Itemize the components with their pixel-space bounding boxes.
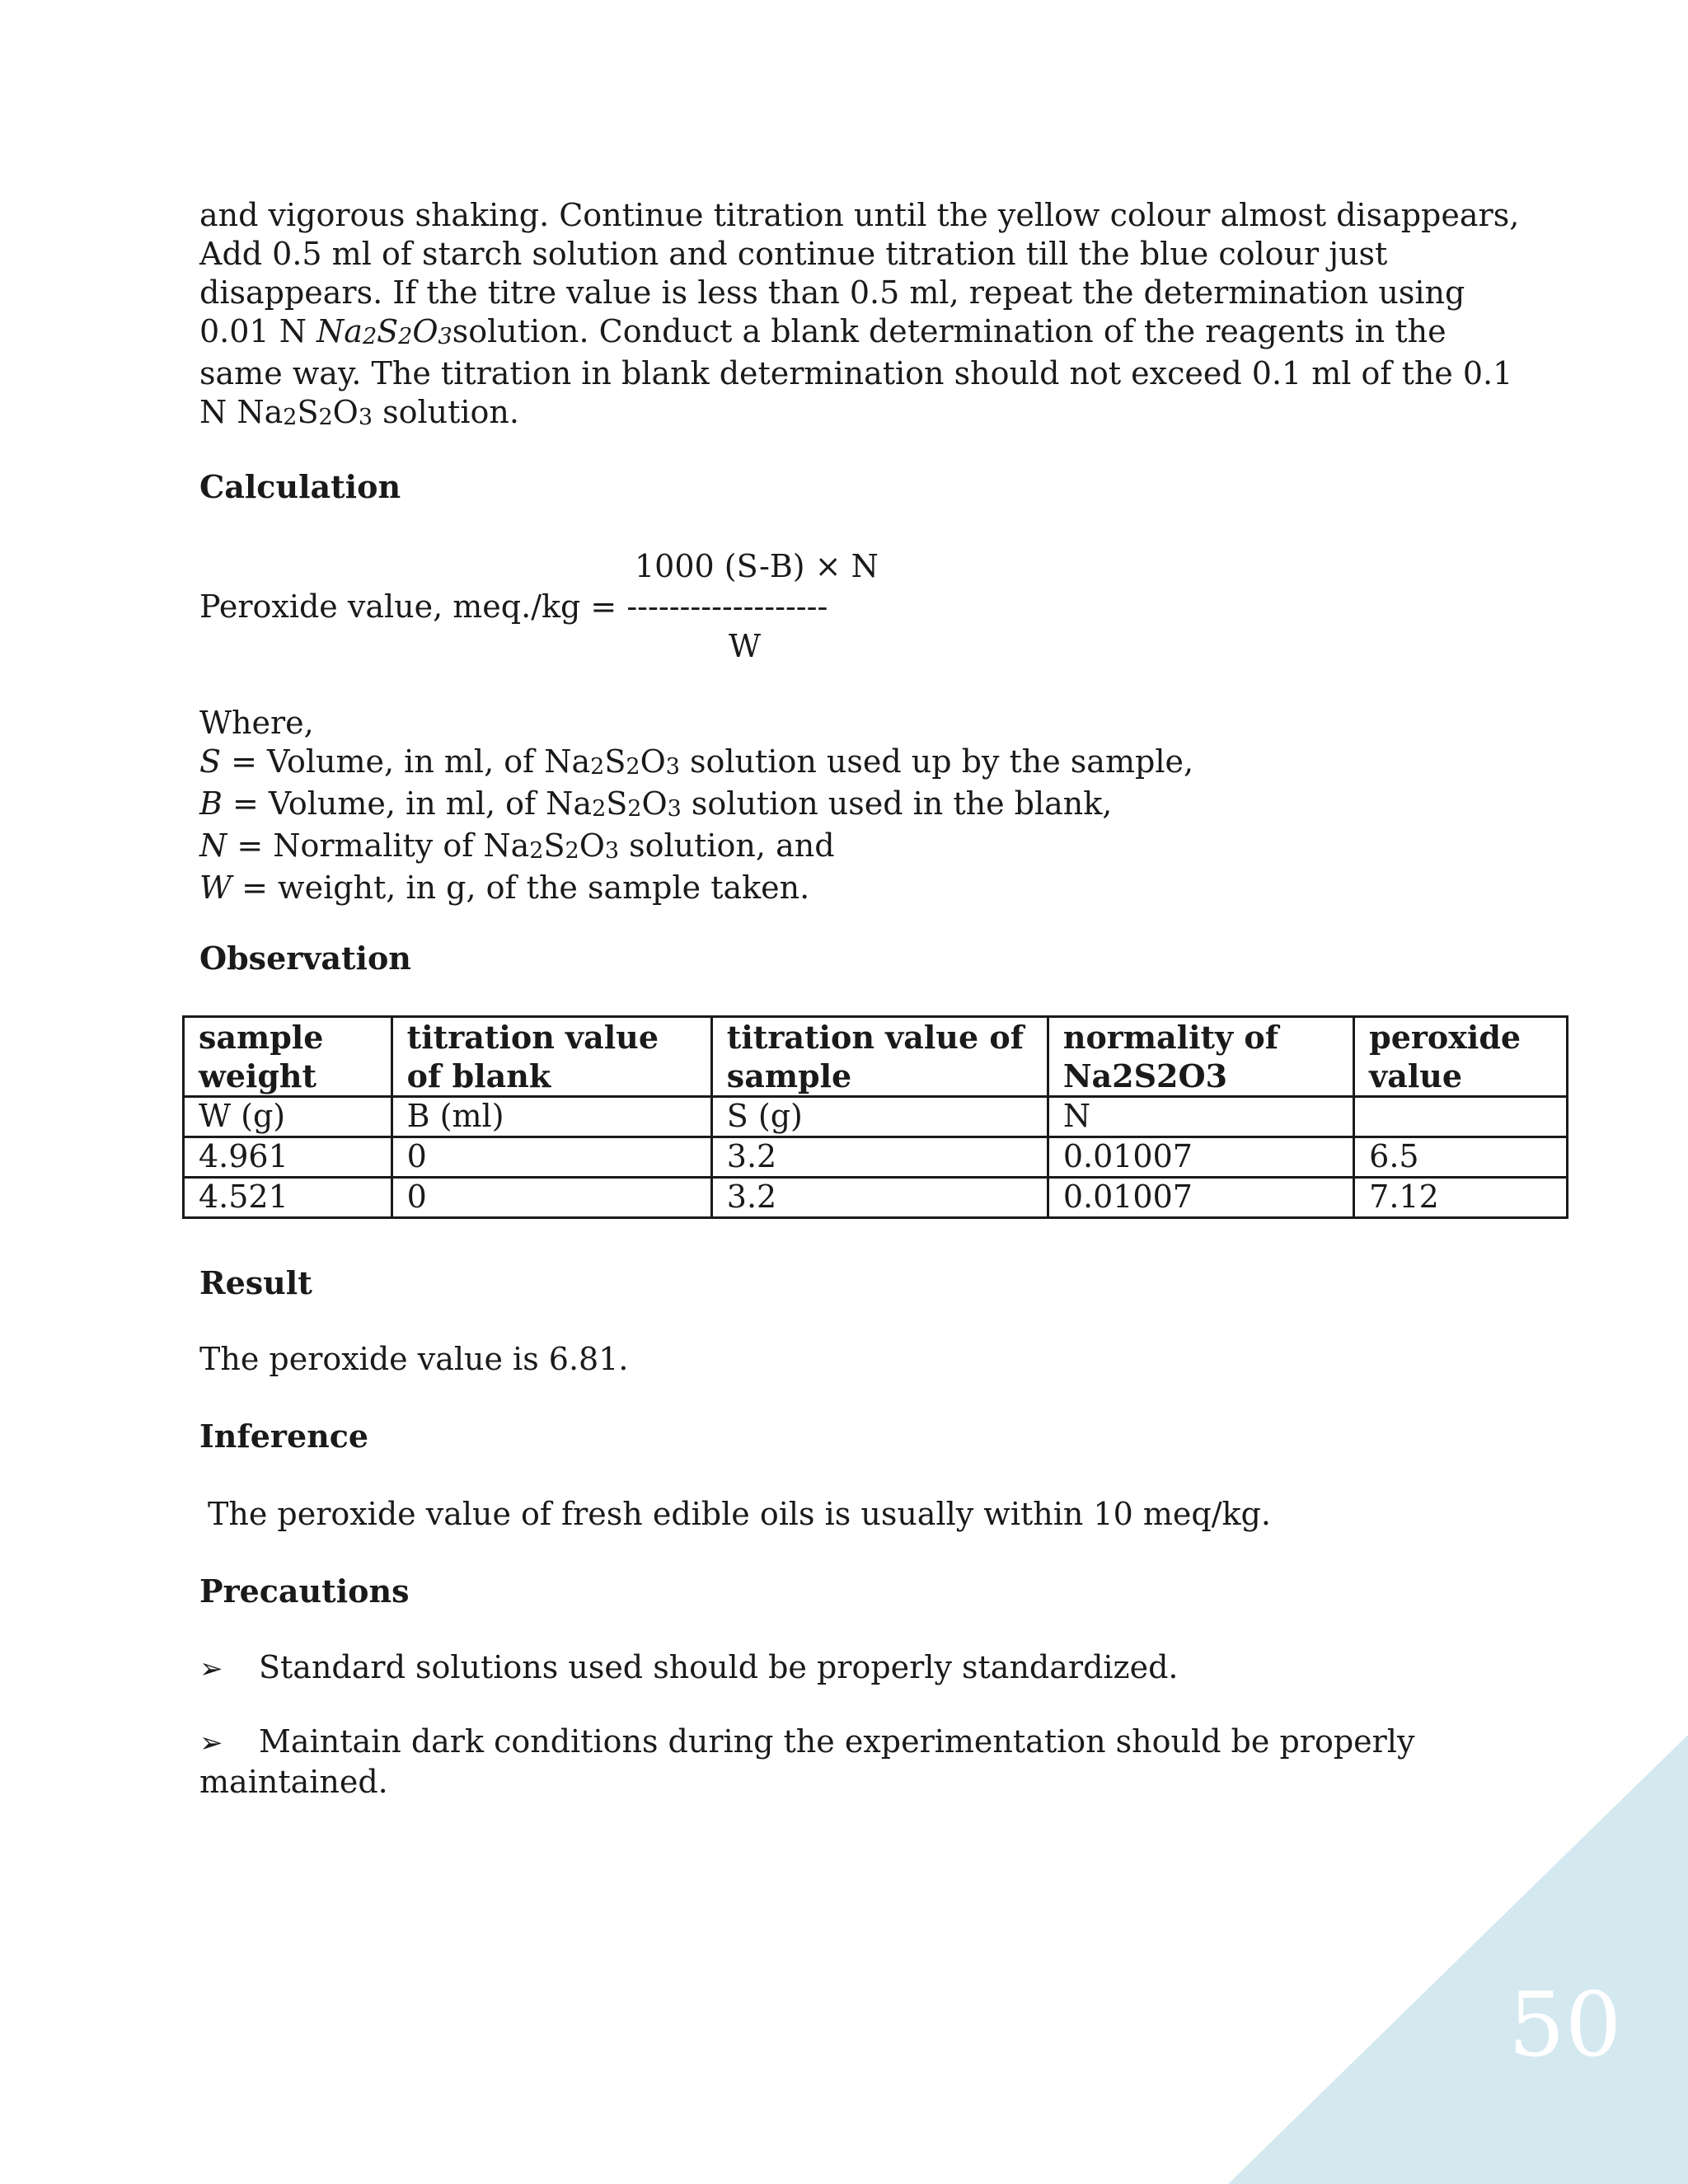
definition-n: N = Normality of $Na_2S_2O_3$ solution, and (199, 827, 835, 864)
formula-denominator: W (729, 628, 762, 664)
table-row (184, 1178, 1568, 1218)
header-line: normality of (1062, 1019, 1279, 1056)
intro-text: solution. (373, 394, 519, 430)
table-cell: 4.521 (184, 1178, 392, 1218)
definition-text: = Volume, in ml, of (221, 743, 545, 780)
variable-symbol: B (199, 785, 223, 822)
table-cell: 0.01007 (1048, 1137, 1353, 1178)
formula-label: Peroxide value, meq./kg = (199, 588, 627, 625)
table-cell: 6.5 (1354, 1137, 1568, 1178)
table-header-cell (1354, 1017, 1568, 1097)
precaution-line: maintained. (199, 1764, 388, 1800)
table-header-cell (392, 1017, 711, 1097)
definition-s: S = Volume, in ml, of $Na_2S_2O_3$ solution used up by the sample, (199, 743, 1194, 780)
intro-line: and vigorous shaking. Continue titration until the yellow colour almost disappears, (199, 197, 1520, 233)
table-cell: 3.2 (711, 1137, 1048, 1178)
table-units-row (184, 1097, 1568, 1137)
precaution-line (199, 1722, 1414, 1763)
table-cell: W (g) (184, 1097, 392, 1137)
header-line: of blank (406, 1057, 551, 1094)
definition-text: = Volume, in ml, of (222, 785, 546, 822)
intro-line (199, 312, 1519, 354)
definition-text: = Normality of (227, 827, 484, 864)
table-cell: 4.961 (184, 1137, 392, 1178)
definition-b: B = Volume, in ml, of $Na_2S_2O_3$ solution used in the blank, (199, 785, 1113, 822)
definition-w (199, 869, 1193, 907)
table-row (184, 1137, 1568, 1178)
page-number: 50 (1508, 1974, 1622, 2077)
inference-text: The peroxide value of fresh edible oils is usually within 10 meq/kg. (208, 1496, 1271, 1532)
table-header-cell (1048, 1017, 1353, 1097)
table-cell: 0 (392, 1178, 711, 1218)
header-line: titration value (406, 1019, 659, 1056)
precautions-heading: Precautions (199, 1572, 410, 1610)
header-line: titration value of (726, 1019, 1025, 1056)
header-line: Na2S2O3 (1062, 1057, 1228, 1094)
formula-numerator: 1000 (S-B) × N (635, 548, 879, 584)
table-cell: 0.01007 (1048, 1178, 1353, 1218)
result-heading: Result (199, 1264, 312, 1301)
precaution-item (199, 1648, 1178, 1689)
inference-heading: Inference (199, 1418, 369, 1455)
table-cell: 7.12 (1354, 1178, 1568, 1218)
table-cell: 0 (392, 1137, 711, 1178)
intro-line: Add 0.5 ml of starch solution and continue titration till the blue colour just (199, 236, 1388, 272)
table-cell (1354, 1097, 1568, 1137)
header-line: sample (199, 1019, 324, 1056)
table-cell: N (1048, 1097, 1353, 1137)
table-header-cell (711, 1017, 1048, 1097)
variable-definitions (199, 704, 1193, 907)
table-cell: S (g) (711, 1097, 1048, 1137)
intro-line: same way. The titration in blank determination should not exceed 0.1 ml of the 0.1 (199, 355, 1513, 391)
table-header-row (184, 1017, 1568, 1097)
table-cell: B (ml) (392, 1097, 711, 1137)
variable-symbol: N (199, 827, 227, 864)
variable-symbol: S (199, 743, 222, 780)
definition-text: = weight, in g, of the sample taken. (232, 869, 810, 906)
intro-text: 0.01 N (199, 313, 317, 349)
definition-text: solution used in the blank, (681, 785, 1113, 822)
fraction-bar: ------------------- (626, 588, 828, 625)
formula-line (199, 588, 828, 625)
header-line: weight (199, 1057, 317, 1094)
header-line: peroxide (1369, 1019, 1522, 1056)
observation-heading: Observation (199, 940, 411, 977)
definition-text: solution, and (619, 827, 835, 864)
header-line: sample (726, 1057, 852, 1094)
precaution-text: Standard solutions used should be properly standardized. (259, 1649, 1179, 1685)
definition-text: solution used up by the sample, (679, 743, 1194, 780)
intro-line: N $Na_2S_2O_3$ solution. (199, 394, 519, 430)
intro-paragraph (199, 196, 1519, 435)
table-cell: 3.2 (711, 1178, 1048, 1218)
chemical-formula: $Na_2S_2O_3$ (316, 313, 452, 349)
chemical-formula: $Na_2S_2O_3$ (237, 394, 373, 430)
observation-table (182, 1015, 1568, 1219)
arrow-bullet-icon: ➢ (199, 1727, 223, 1760)
variable-symbol: W (199, 869, 232, 906)
precaution-item (199, 1722, 1414, 1802)
table-header-cell (184, 1017, 392, 1097)
intro-text: solution. Conduct a blank determination of the reagents in the (452, 313, 1447, 349)
result-text: The peroxide value is 6.81. (199, 1341, 629, 1377)
where-label: Where, (199, 705, 314, 741)
arrow-bullet-icon: ➢ (199, 1652, 223, 1685)
header-line: value (1369, 1057, 1463, 1094)
precaution-text: Maintain dark conditions during the experimentation should be properly (259, 1723, 1415, 1760)
calculation-heading: Calculation (199, 468, 401, 505)
intro-line: disappears. If the titre value is less than 0.5 ml, repeat the determination using (199, 274, 1465, 311)
